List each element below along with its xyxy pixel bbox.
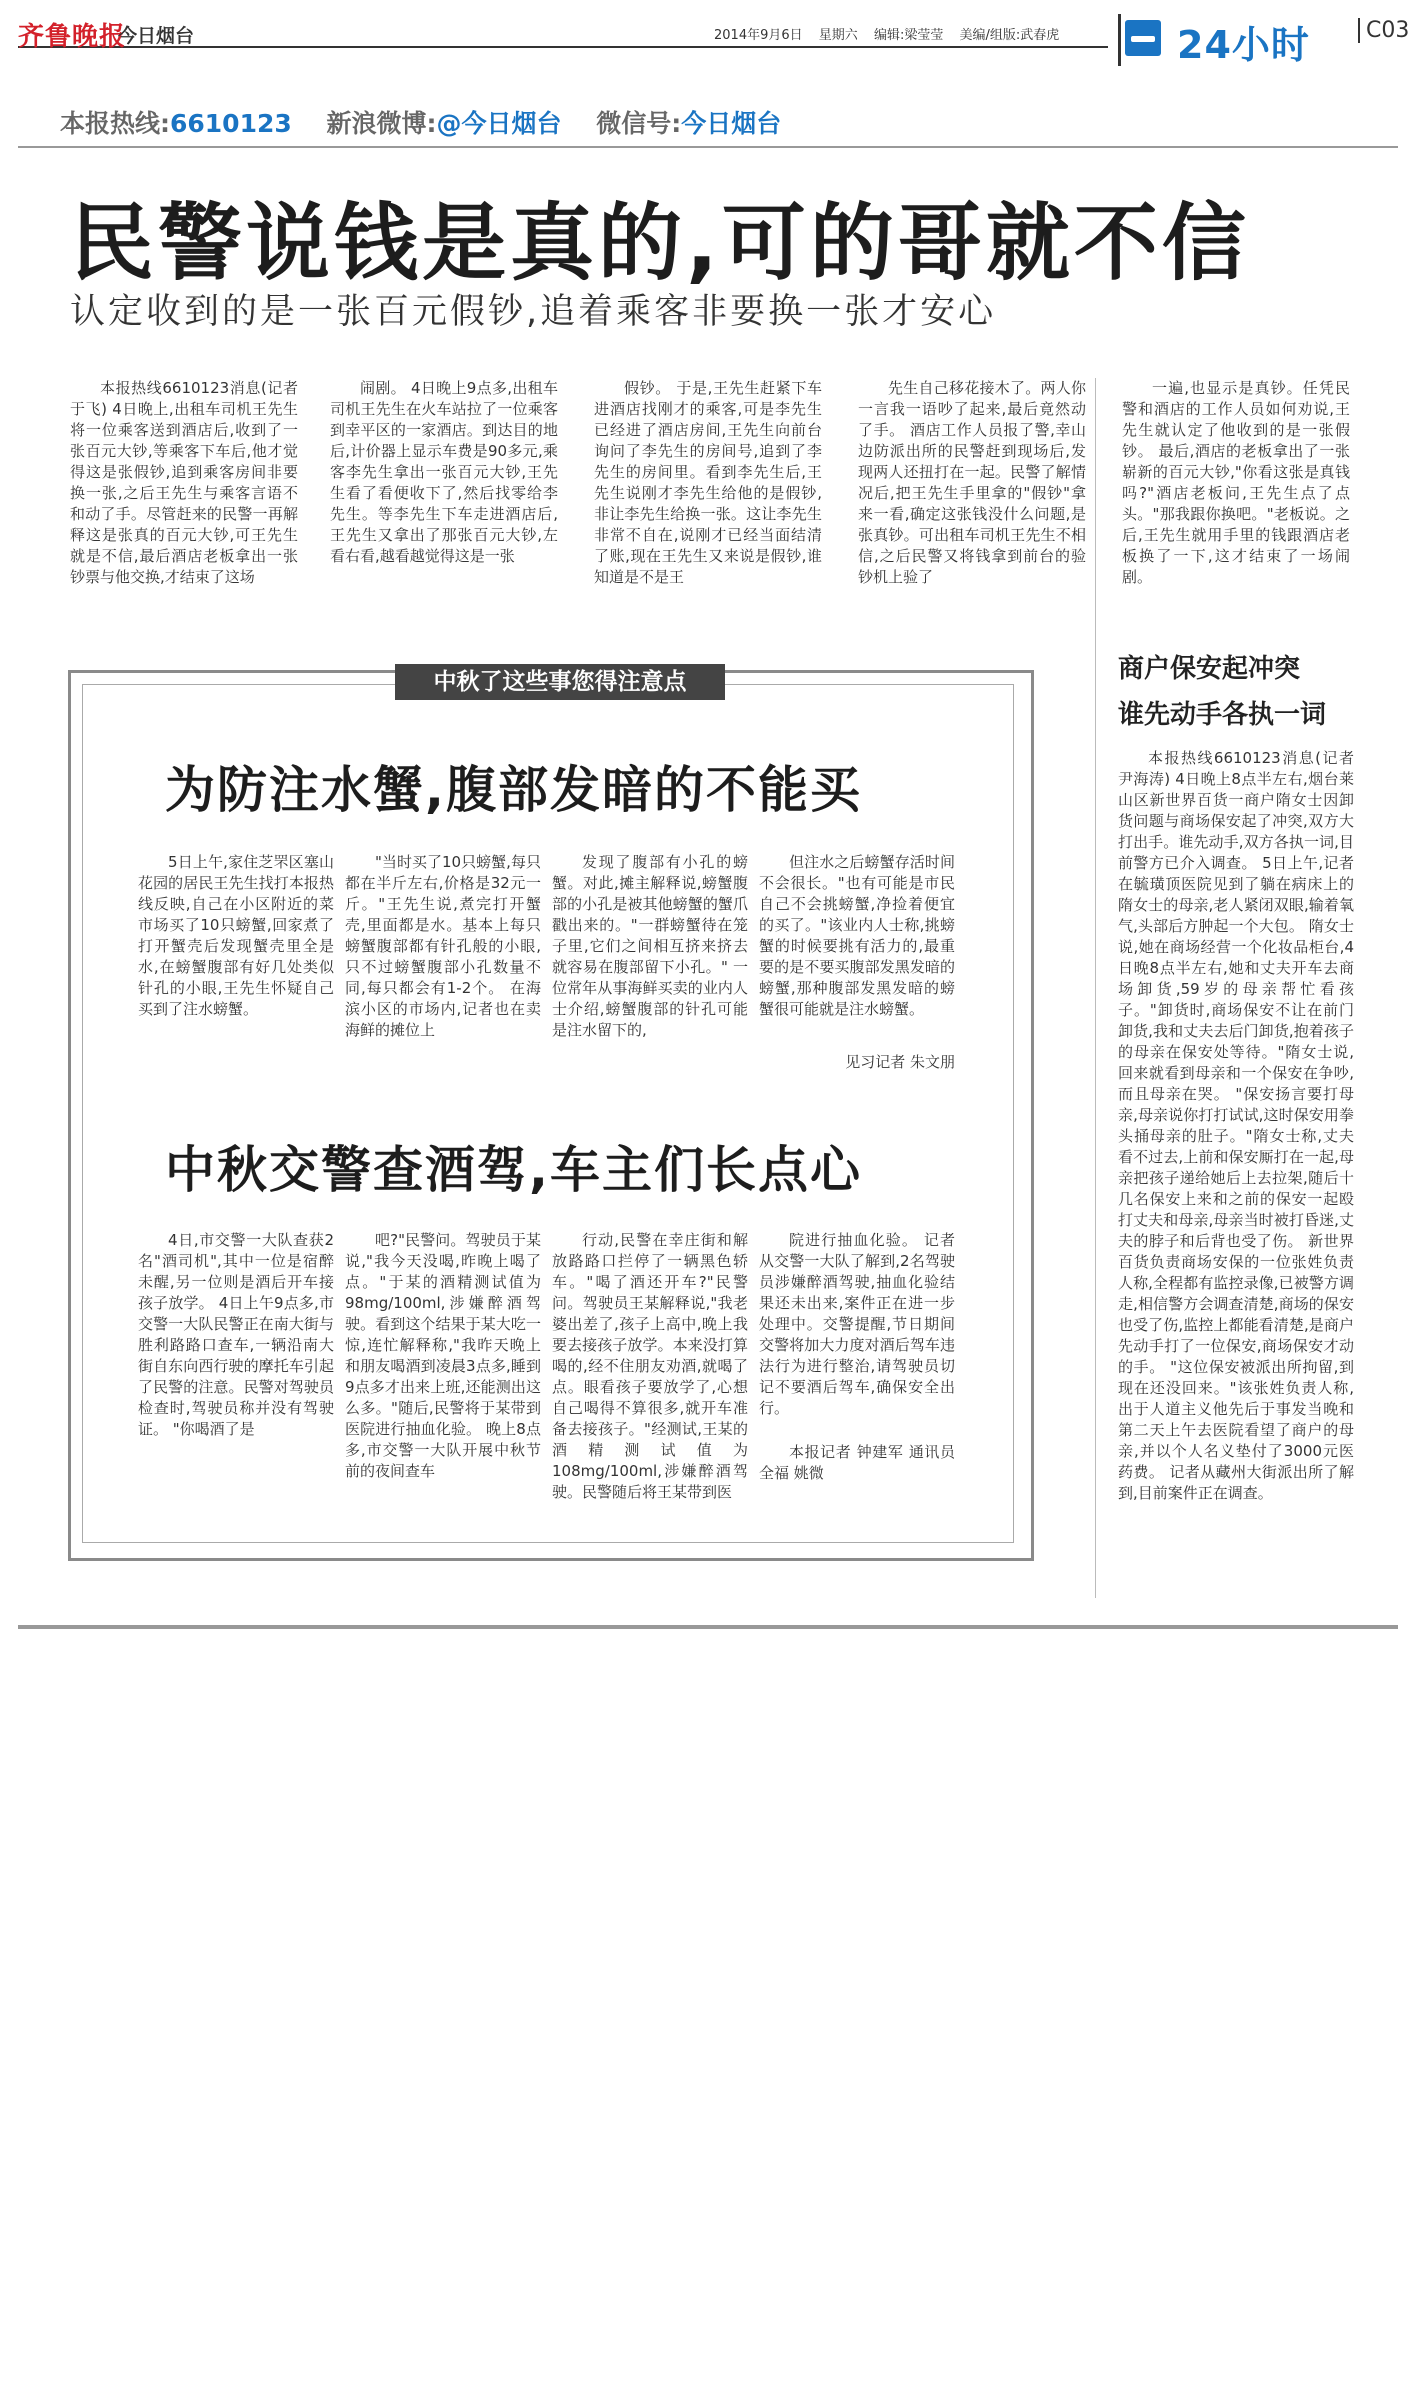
- weibo-label: 新浪微博:: [326, 109, 437, 138]
- hotline-label: 本报热线:: [60, 109, 170, 138]
- lead-column-3: [594, 378, 822, 608]
- lead-column-5: [1122, 378, 1350, 608]
- feature-text: 但注水之后螃蟹存活时间不会很长。"也有可能是市民自己不会挑螃蟹,净捡着便宜的买了。"该业内人士称,挑螃蟹的时候要挑有活力的,最重要的是不要买腹部发黑发暗的螃蟹,那种腹部发黑发暗的螃蟹很可能就是注水螃蟹。: [759, 853, 955, 1018]
- feature1-column-3: [552, 852, 748, 1074]
- feature2-column-4: [759, 1230, 955, 1440]
- wechat-id: 今日烟台: [681, 109, 782, 138]
- feature2-column-2: [345, 1230, 541, 1530]
- feature1-column-1: [138, 852, 334, 1074]
- lead-text: 闹剧。 4日晚上9点多,出租车司机王先生在火车站拉了一位乘客到幸平区的一家酒店。到达目的地后,计价器上显示车费是90多元,乘客李先生拿出一张百元大钞,王先生看了看便收下了,然后找零给李先生。等李先生下车走进酒店后,王先生又拿出了那张百元大钞,左看右看,越看越觉得这是一张: [330, 379, 558, 565]
- hotline-number: 6610123: [170, 109, 292, 138]
- feature-text: 行动,民警在幸庄街和解放路路口拦停了一辆黑色轿车。"喝了酒还开车?"民警问。驾驶员王某解释说,"我老婆出差了,孩子上高中,晚上我要去接孩子放学。本来没打算喝的,经不住朋友劝酒,就喝了点。眼看孩子要放学了,心想自己喝得不算很多,就开车准备去接孩子。"经测试,王某的酒精测试值为108mg/100ml,涉嫌醉酒驾驶。民警随后将王某带到医: [552, 1231, 748, 1501]
- lead-subhead: 认定收到的是一张百元假钞,追着乘客非要换一张才安心: [70, 292, 997, 332]
- lead-text: 本报热线6610123消息(记者 于飞) 4日晚上,出租车司机王先生将一位乘客送到酒店后,收到了一张百元大钞,等乘客下车后,他才觉得这是张假钞,追到乘客房间非要换一张,之后王先生与乘客言语不和动了手。尽管赶来的民警一再解释这是张真的百元大钞,可王先生就是不信,最后酒店老板拿出一张钞票与他交换,才结束了这场: [70, 379, 298, 586]
- issue-date: 2014年9月6日: [714, 28, 803, 43]
- lead-column-4: [858, 378, 1086, 608]
- side-text: 本报热线6610123消息(记者 尹海涛) 4日晚上8点半左右,烟台莱山区新世界百货一商户隋女士因卸货问题与商场保安起了冲突,双方大打出手。谁先动手,双方各执一词,目前警方已介入调查。 5日上午,记者在毓璜顶医院见到了躺在病床上的隋女士的母亲,老人紧闭双眼,输着氧气,头部后方肿起一个大包。 隋女士说,她在商场经营一个化妆品柜台,4日晚8点半左右,她和丈夫开车去商场卸货,59岁的母亲帮忙看孩子。"卸货时,商场保安不让在前门卸货,我和丈夫去后门卸货,抱着孩子的母亲在保安处等待。"隋女士说,回来就看到母亲和一个保安在争吵,而且母亲在哭。 "保安扬言要打母亲,母亲说你打打试试,这时保安用拳头捅母亲的肚子。"隋女士称,丈夫看不过去,上前和保安厮打在一起,母亲把孩子递给她后上去拉架,随后十几名保安上来和之前的保安一起殴打丈夫和母亲,母亲当时被打昏迷,丈夫的脖子和后背也受了伤。 新世界百货负责商场安保的一位张姓负责人称,全程都有监控录像,已被警方调走,相信警方会调查清楚,商场的保安也受了伤,监控上都能看清楚,是商户先动手打了一位保安,商场保安才动的手。 "这位保安被派出所拘留,到现在还没回来。"该张姓负责人称,出于人道主义他先后于事发当晚和第二天上午去医院看望了商户的母亲,并以个人名义垫付了3000元医药费。 记者从藏州大街派出所了解到,目前案件正在调查。: [1118, 749, 1354, 1502]
- lead-column-2: [330, 378, 558, 608]
- lead-text: 先生自己移花接木了。两人你一言我一语吵了起来,最后竟然动了手。 酒店工作人员报了警,幸山边防派出所的民警赶到现场后,发现两人还扭打在一起。民警了解情况后,把王先生手里拿的"假钞"拿来一看,确定这张钱没什么问题,是张真钞。可出租车司机王先生不相信,之后民警又将钱拿到前台的验钞机上验了: [858, 379, 1086, 586]
- feature2-column-3: [552, 1230, 748, 1530]
- feature1-column-2: [345, 852, 541, 1074]
- byline-text: 本报记者 钟建军 通讯员 全福 姚微: [759, 1443, 955, 1482]
- page-bottom-rule: [18, 1625, 1398, 1629]
- weibo: [326, 109, 561, 138]
- wechat: [596, 109, 781, 138]
- lead-headline: 民警说钱是真的,可的哥就不信: [70, 194, 1250, 292]
- wechat-label: 微信号:: [596, 109, 682, 138]
- clock-icon: [1125, 20, 1161, 56]
- badge-label: 24小时: [1177, 23, 1310, 67]
- feature2-column-1: [138, 1230, 334, 1530]
- newspaper-logo: 齐鲁晚报: [18, 22, 127, 52]
- column-divider: [1095, 378, 1096, 1598]
- feature-headline-1: 为防注水蟹,腹部发暗的不能买: [165, 761, 862, 819]
- page-number: C03: [1358, 18, 1409, 43]
- contact-bar: [60, 104, 807, 140]
- feature-text: 院进行抽血化验。 记者从交警一大队了解到,2名驾驶员涉嫌醉酒驾驶,抽血化验结果还未出来,案件正在进一步处理中。交警提醒,节日期间交警将加大力度对酒后驾车违法行为进行整治,请驾驶员切记不要酒后驾车,确保安全出行。: [759, 1231, 955, 1417]
- feature-text: 5日上午,家住芝罘区塞山花园的居民王先生找打本报热线反映,自己在小区附近的菜市场买了10只螃蟹,回家煮了打开蟹壳后发现蟹壳里全是水,在螃蟹腹部有好几处类似针孔的小眼,王先生怀疑自己买到了注水螃蟹。: [138, 853, 334, 1018]
- lead-column-1: [70, 378, 298, 608]
- feature-text: 吧?"民警问。驾驶员于某说,"我今天没喝,昨晚上喝了点。"于某的酒精测试值为98mg/100ml,涉嫌醉酒驾驶。看到这个结果于某大吃一惊,连忙解释称,"我昨天晚上和朋友喝酒到凌晨3点多,睡到9点多才出来上班,还能测出这么多。"随后,民警将于某带到医院进行抽血化验。 晚上8点多,市交警一大队开展中秋节前的夜间查车: [345, 1231, 541, 1480]
- side-story-body: [1118, 748, 1354, 1588]
- byline-text: 见习记者 朱文朋: [845, 1053, 955, 1071]
- feature1-column-4: [759, 852, 955, 1052]
- section-name: 今日烟台: [118, 25, 195, 47]
- feature-headline-2: 中秋交警查酒驾,车主们长点心: [165, 1141, 862, 1199]
- issue-info: [714, 24, 1071, 43]
- side-subheadline: 谁先动手各执一词: [1118, 700, 1327, 730]
- feature-text: "当时买了10只螃蟹,每只都在半斤左右,价格是32元一斤。"王先生说,煮完打开蟹壳,里面都是水。基本上每只螃蟹腹部都有针孔般的小眼,只不过螃蟹腹部小孔数量不同,每只都会有1-2个。 在海滨小区的市场内,记者也在卖海鲜的摊位上: [345, 853, 541, 1039]
- feature-label: 中秋了这些事您得注意点: [395, 664, 725, 700]
- lead-text: 一遍,也显示是真钞。任凭民警和酒店的工作人员如何劝说,王先生就认定了他收到的是一张假钞。 最后,酒店的老板拿出了一张崭新的百元大钞,"你看这张是真钱吗?"酒店老板问,王先生点了点头。"那我跟你换吧。"老板说。之后,王先生就用手里的钱跟酒店老板换了一下,这才结束了一场闹剧。: [1122, 379, 1350, 586]
- hotline: [60, 109, 292, 138]
- issue-weekday: 星期六: [818, 28, 858, 43]
- divider: [18, 146, 1398, 148]
- feature-text: 发现了腹部有小孔的螃蟹。对此,摊主解释说,螃蟹腹部的小孔是被其他螃蟹的蟹爪戳出来的。"一群螃蟹待在笼子里,它们之间相互挤来挤去就容易在腹部留下小孔。" 一位常年从事海鲜买卖的业内人士介绍,螃蟹腹部的针孔可能是注水留下的,: [552, 853, 748, 1039]
- feature1-byline: [759, 1052, 955, 1074]
- issue-editor: 编辑:梁莹莹: [873, 28, 944, 43]
- feature-text: 4日,市交警一大队查获2名"酒司机",其中一位是宿醉未醒,另一位则是酒后开车接孩子放学。 4日上午9点多,市交警一大队民警正在南大街与胜利路路口查车,一辆沿南大街自东向西行驶的摩托车引起了民警的注意。民警对驾驶员检查时,驾驶员称并没有驾驶证。 "你喝酒了是: [138, 1231, 334, 1438]
- issue-designer: 美编/组版:武春虎: [959, 28, 1060, 43]
- weibo-id: @今日烟台: [436, 109, 562, 138]
- feature2-byline: [759, 1442, 955, 1508]
- side-headline: 商户保安起冲突: [1118, 654, 1301, 684]
- lead-text: 假钞。 于是,王先生赶紧下车进酒店找刚才的乘客,可是李先生已经进了酒店房间,王先生向前台询问了李先生的房间号,追到了李先生的房间里。看到李先生后,王先生说刚才李先生给他的是假钞,非让李先生给换一张。这让李先生非常不自在,说刚才已经当面结清了账,现在王先生又来说是假钞,谁知道是不是王: [594, 379, 822, 586]
